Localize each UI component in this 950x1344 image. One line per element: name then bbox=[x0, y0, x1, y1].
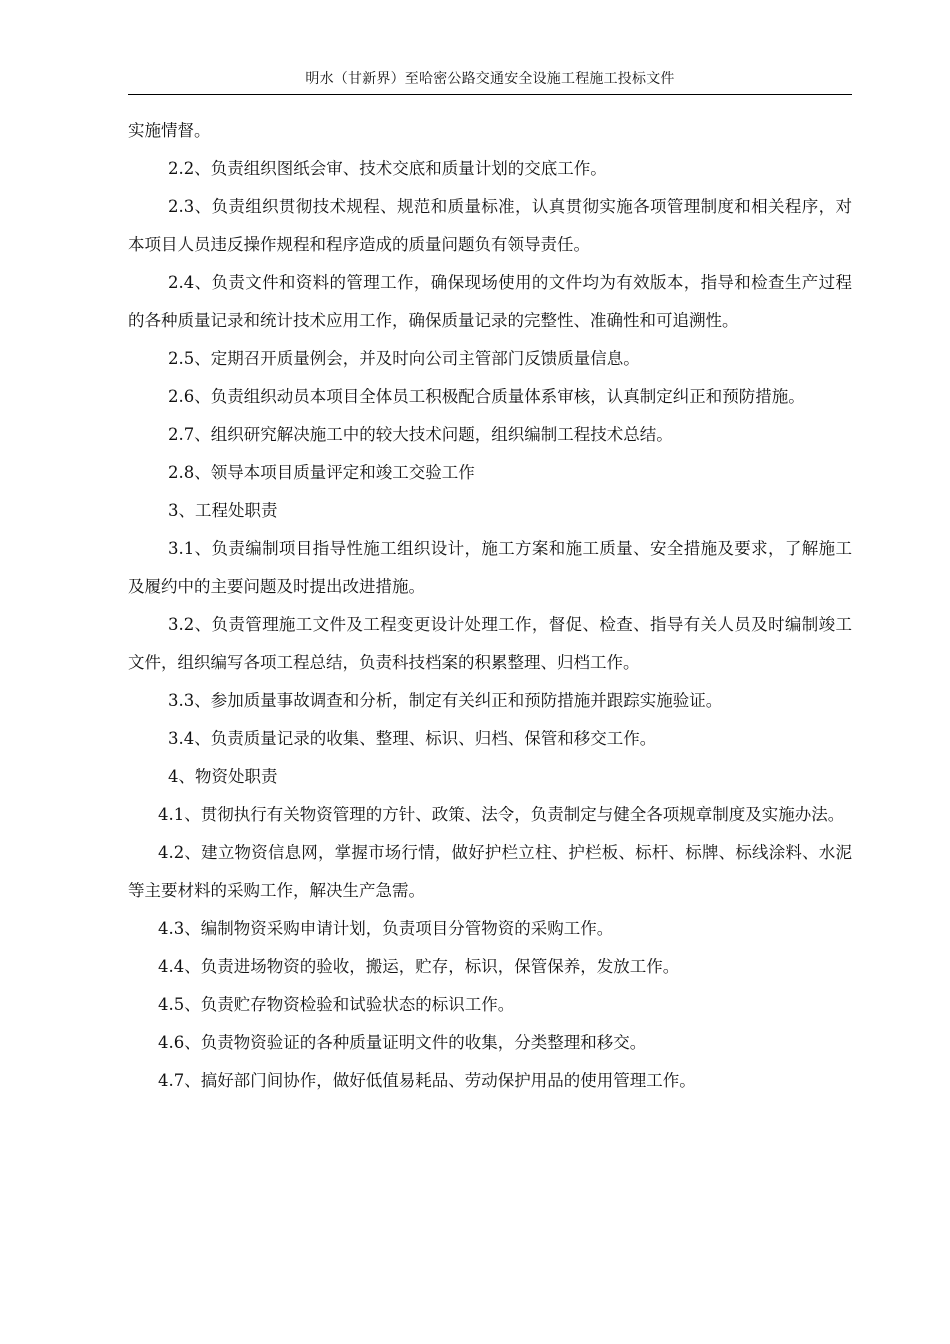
paragraph-2-3: 2.3、负责组织贯彻技术规程、规范和质量标准，认真贯彻实施各项管理制度和相关程序，对本项目人员违反操作规程和程序造成的质量问题负有领导责任。 bbox=[128, 197, 852, 254]
paragraph-4-4: 4.4、负责进场物资的验收，搬运，贮存，标识，保管保养，发放工作。 bbox=[158, 957, 680, 976]
paragraph-2-5: 2.5、定期召开质量例会，并及时向公司主管部门反馈质量信息。 bbox=[168, 349, 640, 368]
document-title: 明水（甘新界）至哈密公路交通安全设施工程施工投标文件 bbox=[305, 71, 675, 87]
section-heading-3: 3、工程处职责 bbox=[168, 501, 278, 520]
paragraph-4-3: 4.3、编制物资采购申请计划，负责项目分管物资的采购工作。 bbox=[158, 919, 614, 938]
paragraph-3-2: 3.2、负责管理施工文件及工程变更设计处理工作，督促、检查、指导有关人员及时编制竣工文件，组织编写各项工程总结，负责科技档案的积累整理、归档工作。 bbox=[128, 615, 852, 672]
paragraph-3-3: 3.3、参加质量事故调查和分析，制定有关纠正和预防措施并跟踪实施验证。 bbox=[168, 691, 723, 710]
paragraph-2-6: 2.6、负责组织动员本项目全体员工积极配合质量体系审核，认真制定纠正和预防措施。 bbox=[168, 387, 805, 406]
section-heading-4: 4、物资处职责 bbox=[168, 767, 278, 786]
paragraph-3-1: 3.1、负责编制项目指导性施工组织设计，施工方案和施工质量、安全措施及要求，了解施工及履约中的主要问题及时提出改进措施。 bbox=[128, 539, 852, 596]
paragraph-4-1: 4.1、贯彻执行有关物资管理的方针、政策、法令，负责制定与健全各项规章制度及实施办法。 bbox=[158, 805, 845, 824]
document-body bbox=[128, 112, 852, 1100]
paragraph-3-4: 3.4、负责质量记录的收集、整理、标识、归档、保管和移交工作。 bbox=[168, 729, 657, 748]
paragraph-continuation: 实施情督。 bbox=[128, 121, 211, 140]
paragraph-2-7: 2.7、组织研究解决施工中的较大技术问题，组织编制工程技术总结。 bbox=[168, 425, 673, 444]
paragraph-4-7: 4.7、搞好部门间协作，做好低值易耗品、劳动保护用品的使用管理工作。 bbox=[158, 1071, 696, 1090]
paragraph-4-6: 4.6、负责物资验证的各种质量证明文件的收集，分类整理和移交。 bbox=[158, 1033, 647, 1052]
paragraph-2-2: 2.2、负责组织图纸会审、技术交底和质量计划的交底工作。 bbox=[168, 159, 607, 178]
paragraph-4-5: 4.5、负责贮存物资检验和试验状态的标识工作。 bbox=[158, 995, 515, 1014]
paragraph-2-8: 2.8、领导本项目质量评定和竣工交验工作 bbox=[168, 463, 475, 482]
page-header bbox=[128, 68, 852, 95]
paragraph-2-4: 2.4、负责文件和资料的管理工作，确保现场使用的文件均为有效版本，指导和检查生产过程的各种质量记录和统计技术应用工作，确保质量记录的完整性、准确性和可追溯性。 bbox=[128, 273, 852, 330]
paragraph-4-2: 4.2、建立物资信息网，掌握市场行情，做好护栏立柱、护栏板、标杆、标牌、标线涂料、水泥等主要材料的采购工作，解决生产急需。 bbox=[128, 843, 852, 900]
